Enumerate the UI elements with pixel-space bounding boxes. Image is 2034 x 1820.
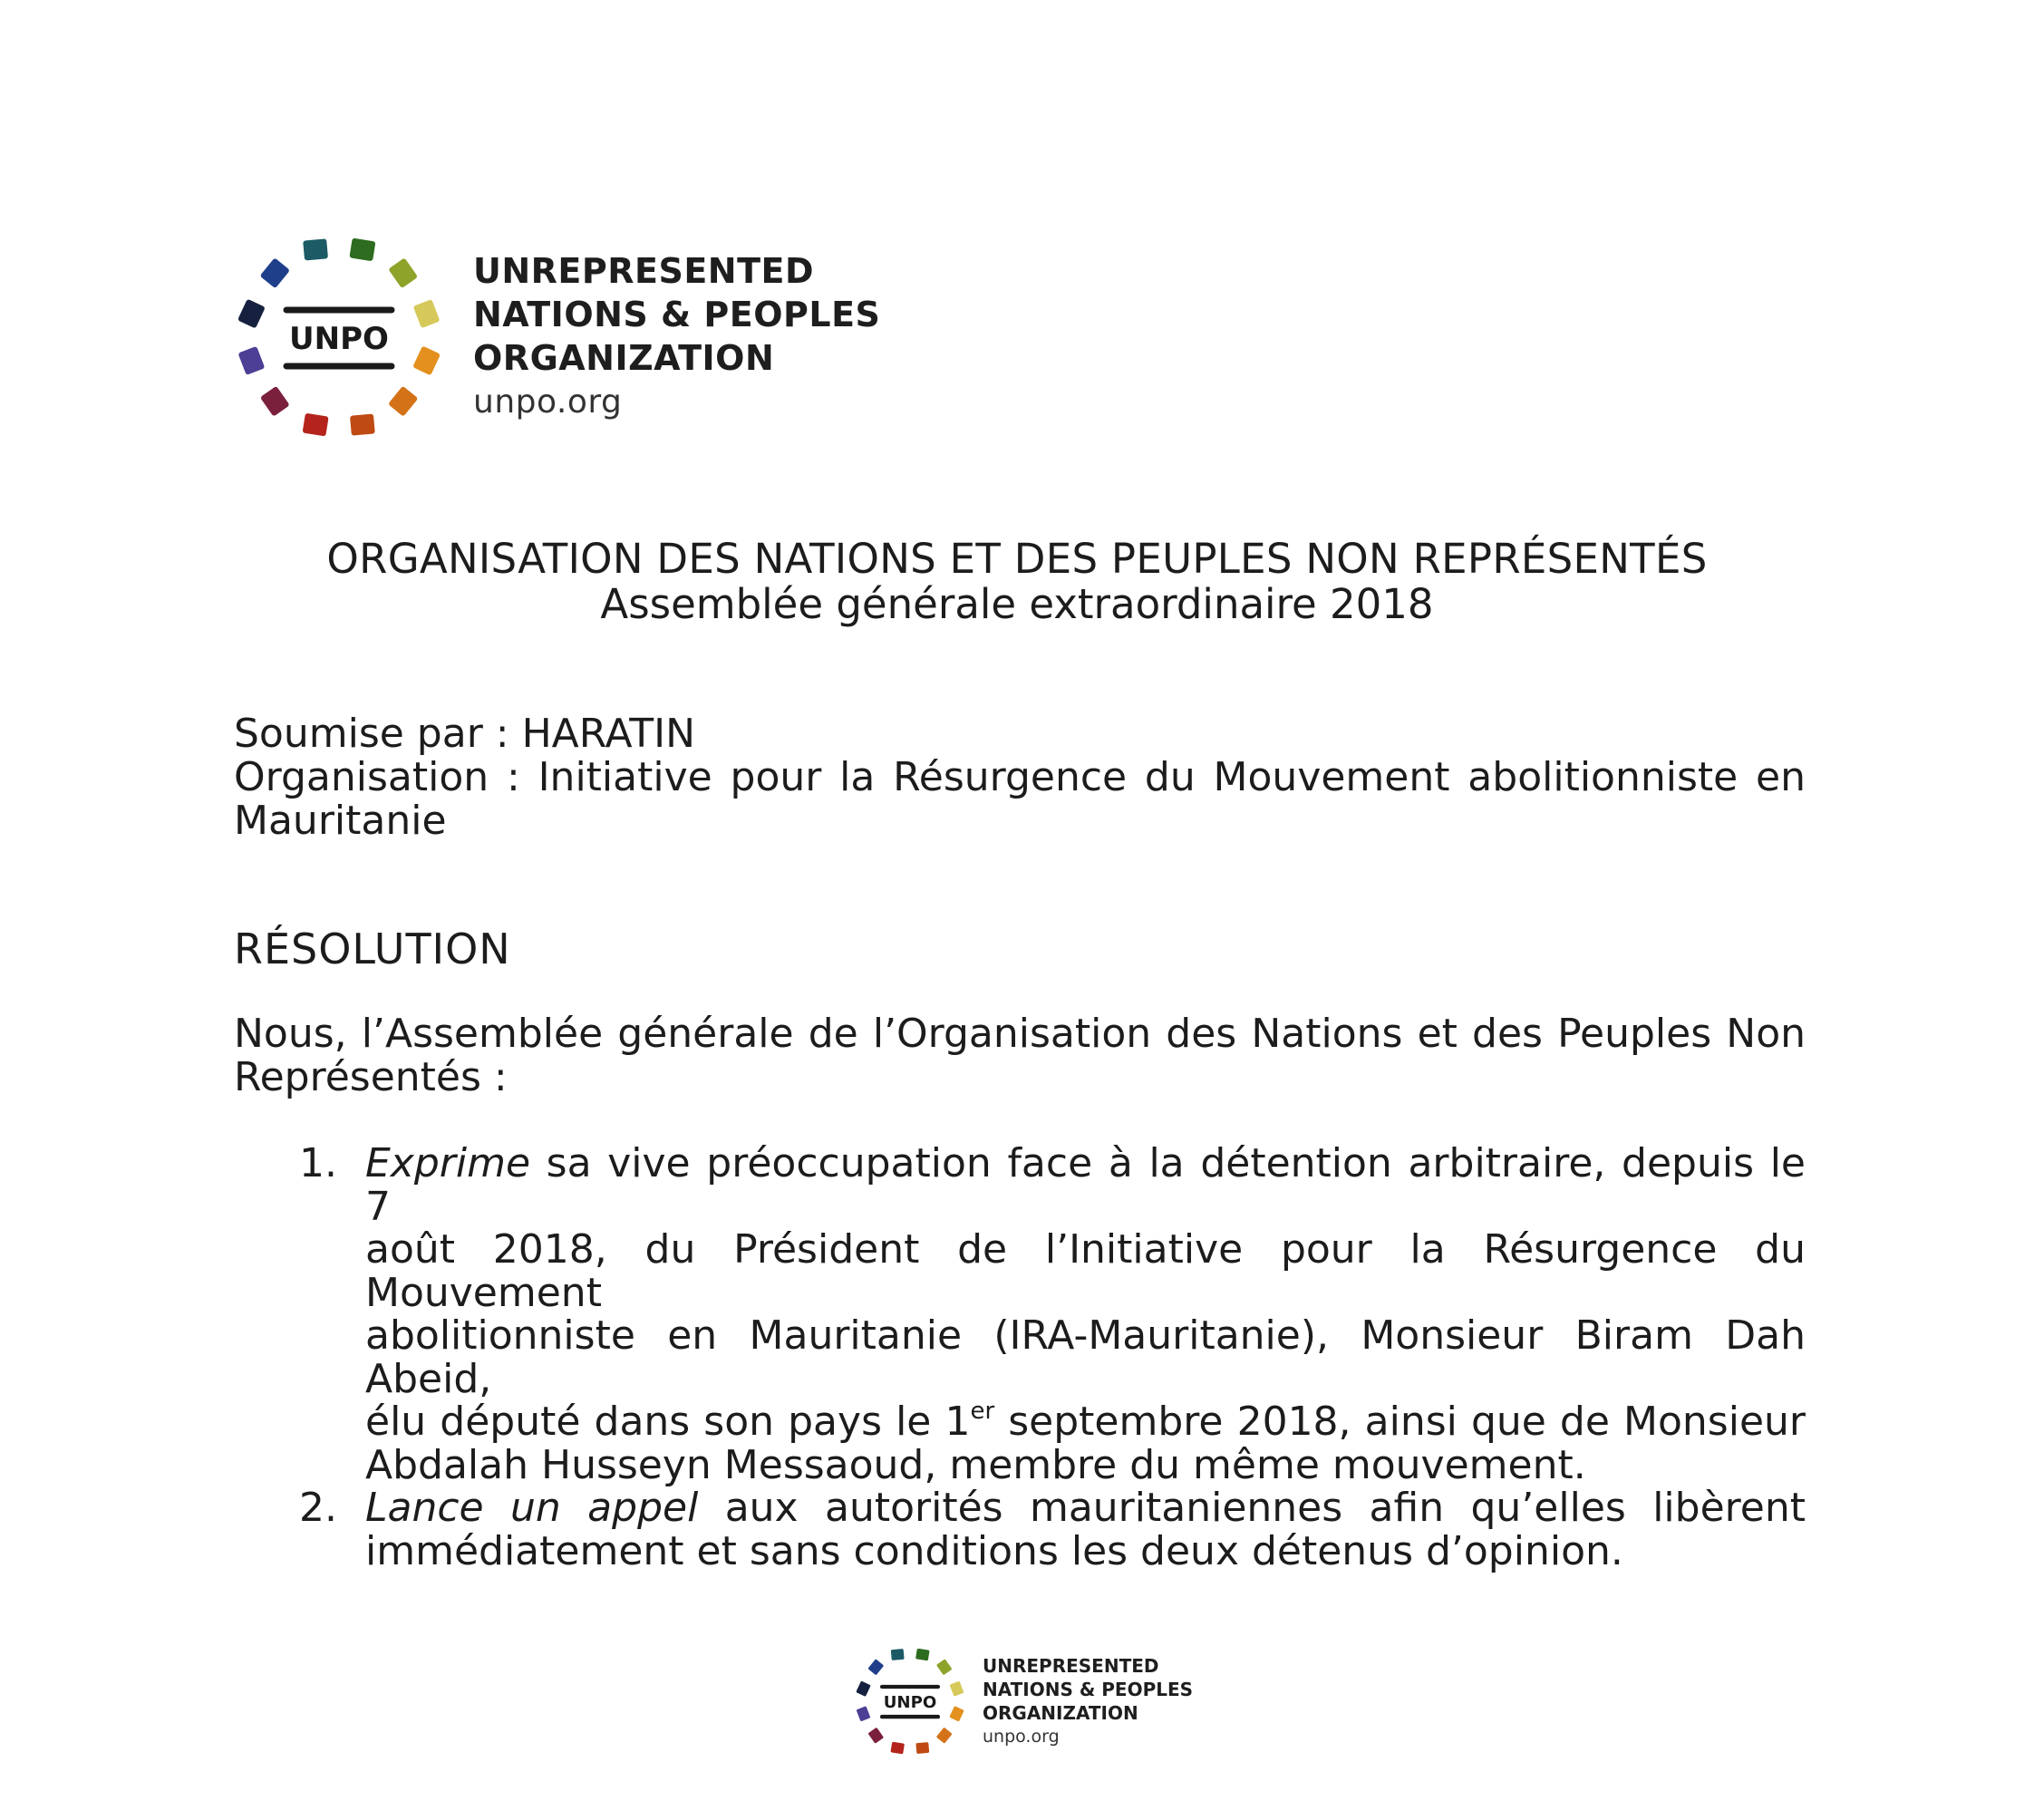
item-line: Abdalah Husseyn Messaoud, membre du même mouvement. [365,1441,1586,1488]
emblem-segment [260,257,290,288]
emblem-segment [857,1706,871,1721]
item-text: septembre 2018, ainsi que de Monsieur [994,1399,1806,1445]
item-text: aux autorités mauritaniennes afin qu’elles libèrent [698,1485,1806,1531]
resolution-list [234,1142,1806,1573]
emblem-segment [237,346,265,375]
emblem-segment [412,345,441,375]
emblem-segment [237,299,266,329]
emblem-segment [915,1742,929,1754]
unpo-logo-footer [852,1643,1193,1759]
item-line: août 2018, du Président de l’Initiative pour la Résurgence du Mouvement [365,1226,1806,1316]
unpo-emblem-icon [230,228,448,446]
emblem-text: UNPO [883,1692,937,1712]
emblem-segment [388,257,418,288]
emblem-segment [260,386,290,417]
logo-line-2: NATIONS & PEOPLES [983,1679,1194,1700]
logo-wordmark [473,249,880,425]
resolution-intro [234,1012,1806,1099]
item-line [365,1486,1806,1530]
emblem-segment [949,1706,964,1722]
resolution-item-2 [234,1486,1806,1573]
submitted-by: Soumise par : HARATIN [234,711,696,757]
resolution-heading: RÉSOLUTION [234,925,511,973]
emblem-text: UNPO [289,321,389,357]
item-line [365,1142,1806,1228]
logo-line-3: ORGANIZATION [473,338,775,378]
emblem-segment [936,1659,953,1675]
resolution-item-1 [234,1142,1806,1486]
logo-line-1: UNREPRESENTED [473,251,814,291]
emblem-segment [413,299,441,328]
item-text: élu député dans son pays le 1 [365,1399,971,1445]
logo-url: unpo.org [983,1727,1060,1747]
intro-line-2: Représentés : [234,1054,508,1100]
logo-wordmark [983,1654,1193,1748]
logo-line-1: UNREPRESENTED [983,1655,1159,1677]
item-line [365,1400,1806,1444]
item-line: immédiatement et sans conditions les deux détenus d’opinion. [365,1527,1623,1574]
emblem-segment [867,1659,884,1675]
organisation-line-1: Organisation : Initiative pour la Résurgence du Mouvement abolitionniste en [234,754,1806,800]
emblem-segment [890,1742,905,1755]
organisation-title: ORGANISATION DES NATIONS ET DES PEUPLES NON REPRÉSENTÉS [326,535,1708,583]
unpo-emblem-icon [852,1643,968,1759]
emblem-segment [388,386,418,417]
unpo-logo-header [230,228,880,446]
item-line: abolitionniste en Mauritanie (IRA-Mauritanie), Monsieur Biram Dah Abeid, [365,1312,1806,1402]
emblem-segment [868,1728,885,1744]
emblem-segment [303,238,328,260]
submission-meta [234,712,1806,843]
ordinal-superscript: er [970,1398,995,1426]
emblem-segment [349,238,375,262]
intro-line-1: Nous, l’Assemblée générale de l’Organisation des Nations et des Peuples Non [234,1011,1806,1057]
logo-line-3: ORGANIZATION [983,1702,1138,1724]
item-number: 2. [299,1485,337,1531]
emblem-segment [350,414,375,436]
emblem-segment [891,1649,905,1660]
emblem-segment [303,413,329,437]
item-number: 1. [299,1140,337,1186]
emblem-segment [950,1681,964,1697]
item-verb: Lance un appel [365,1485,699,1531]
item-text: sa vive préoccupation face à la détention arbitraire, depuis le 7 [365,1140,1806,1230]
logo-url: unpo.org [473,383,623,421]
assembly-title: Assemblée générale extraordinaire 2018 [600,580,1434,628]
item-verb: Exprime [365,1140,531,1186]
emblem-segment [856,1680,870,1697]
document-title-block [230,537,1804,627]
emblem-segment [936,1728,953,1744]
organisation-line-2: Mauritanie [234,798,447,844]
emblem-segment [915,1649,930,1661]
logo-line-2: NATIONS & PEOPLES [473,295,881,334]
